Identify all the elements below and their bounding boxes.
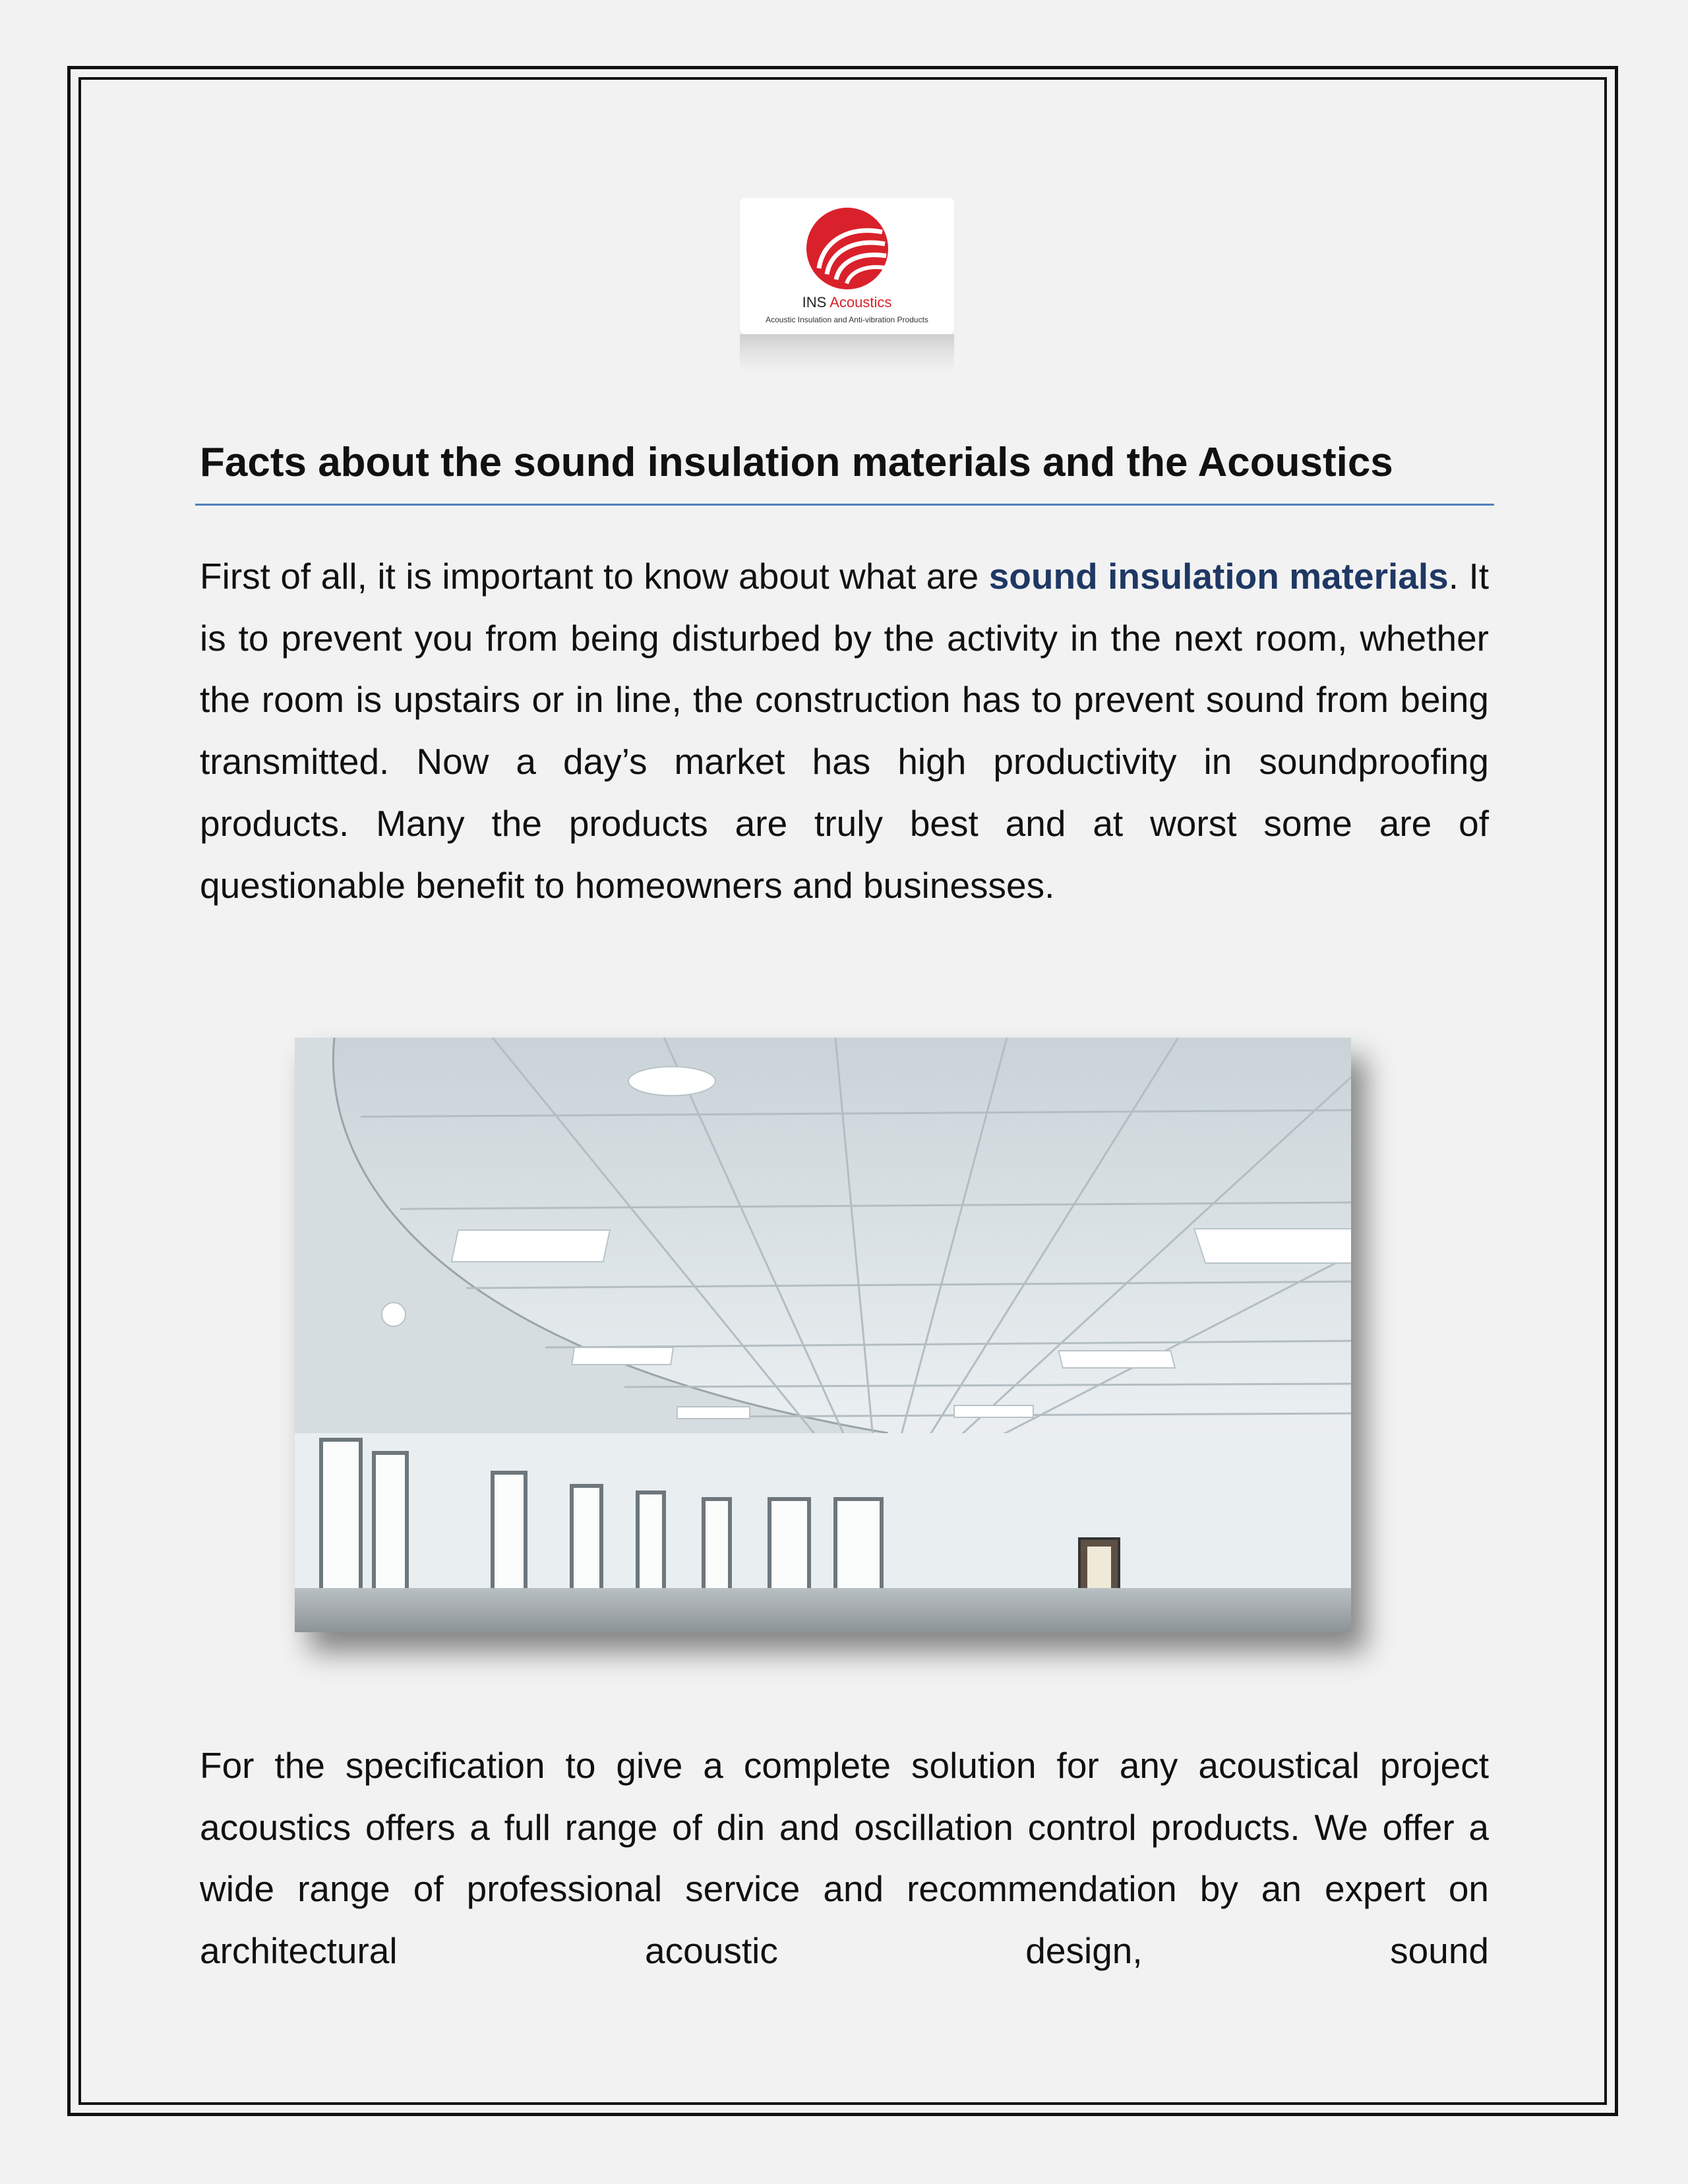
logo-name-acoustics: Acoustics (829, 294, 892, 310)
sound-insulation-materials-link[interactable]: sound insulation materials (988, 556, 1449, 597)
logo-name-ins: INS (802, 294, 827, 310)
intro-lead-text: First of all, it is important to know about what are (200, 556, 989, 597)
office-ceiling-photo (295, 1038, 1351, 1632)
logo-name (740, 294, 954, 311)
ins-acoustics-logo-icon (804, 206, 890, 291)
intro-paragraph (200, 546, 1489, 916)
company-logo (740, 198, 954, 334)
second-paragraph: For the specification to give a complete solution for any acoustical project acoustics offers a full range of din and oscillation control products. We offer a wide range of professional service and recommendation by an expert on architectural acoustic design, sound (200, 1745, 1489, 1972)
logo-tagline: Acoustic Insulation and Anti-vibration Products (766, 315, 928, 324)
title-underline (195, 504, 1494, 506)
article-title: Facts about the sound insulation materials and the Acoustics (200, 440, 1393, 485)
intro-rest-text: . It is to prevent you from being disturbed by the activity in the next room, whether the room is upstairs or in line, the construction has to prevent sound from being transmitted. Now a day’s market has high productivity in soundproofing products. Many the products are truly best and at worst some are of questionable benefit to homeowners and businesses. (200, 556, 1490, 906)
logo-reflection (740, 334, 954, 372)
